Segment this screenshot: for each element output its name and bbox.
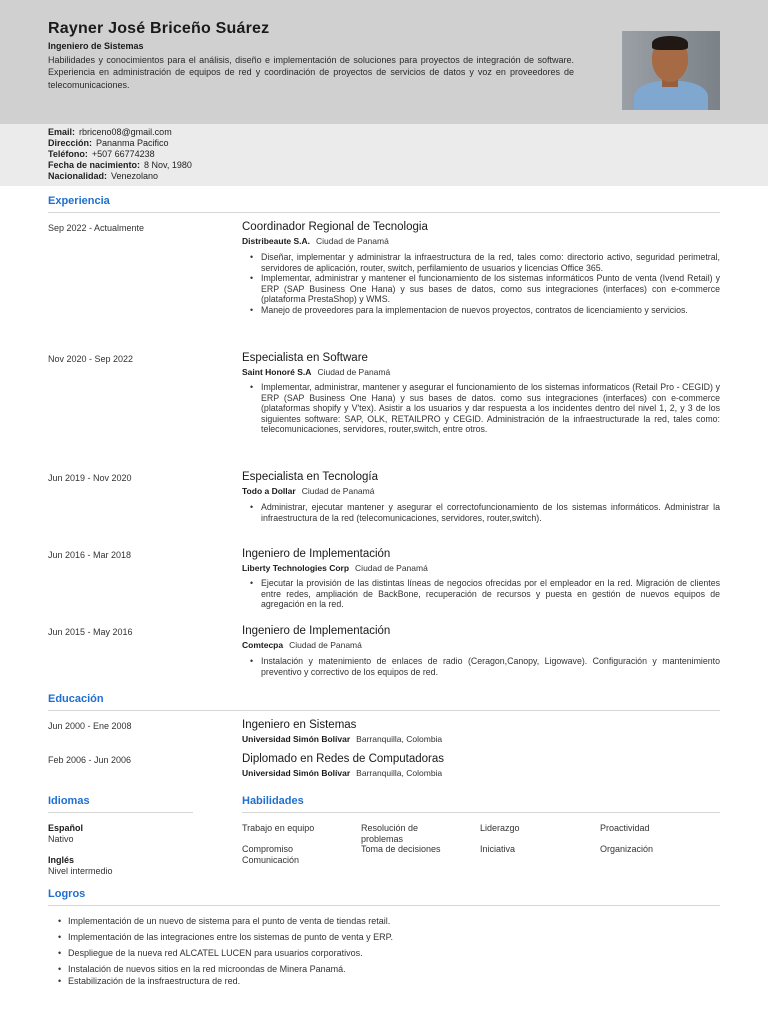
job-dates: Nov 2020 - Sep 2022: [48, 354, 134, 364]
education-title: Diplomado en Redes de Computadoras: [242, 753, 445, 765]
job-location: Ciudad de Panamá: [301, 486, 375, 496]
email-label: Email:: [48, 127, 76, 137]
contact-address: [48, 138, 169, 148]
skill-item: Resolución de problemas: [361, 823, 419, 844]
job-company: Liberty Technologies Corp: [242, 563, 350, 573]
job-location: Ciudad de Panamá: [316, 236, 389, 246]
birth-value: 8 Nov, 1980: [144, 160, 192, 170]
phone-label: Teléfono:: [48, 149, 88, 159]
job-company: Distribeaute S.A.: [242, 236, 311, 246]
header-section: [0, 0, 768, 124]
languages-divider: [48, 812, 193, 813]
job-title: Ingeniero de Implementación: [242, 625, 391, 637]
list-item: • Implementar, administrar, mantener y asegurar el funcionamiento de los sistemas informaticos (Retail Pro - CEGID) y ERP (SAP Business One Hana) y sus bases de datos. como sus integraciones (interfaces) con e-commerce (plataformas shopify y V'tex). Asistir a los usuarios y dar respuesta a los incidentes dentro del nivel 1, 2, y 3 de los siguientes software: SAP, OLK, RETAILPRO y CEGID. Administración de la infraestructurade la red, tales como: telecomunicaciones, servidores, router,switch, entre otros.: [250, 382, 720, 435]
job-dates: Jun 2015 - May 2016: [48, 627, 133, 637]
email-value: rbriceno08@gmail.com: [79, 127, 172, 137]
nationality-label: Nacionalidad:: [48, 171, 108, 181]
list-item: • Instalación y matenimiento de enlaces de radio (Ceragon,Canopy, Ligowave). Configuración y mantenimiento preventivo y correctivo de los equipos de red.: [250, 656, 720, 677]
address-label: Dirección:: [48, 138, 93, 148]
contact-nationality: [48, 171, 158, 181]
languages-heading: Idiomas: [48, 795, 90, 807]
contact-phone: [48, 149, 155, 159]
list-item: • Implementación de un nuevo de sistema para el punto de venta de tiendas retail.: [58, 916, 728, 932]
list-item: • Implementar, administrar y mantener el funcionamiento de los sistemas informáticos Punto de venta (Ivend Retail) y ERP (SAP Business One Hana) y sus bases de datos, como sus integraciones (interfaces) con e-commerce (plataforma PrestaShop) y WMS.: [250, 273, 720, 305]
education-institution: [242, 768, 442, 778]
achievements-heading: Logros: [48, 888, 86, 900]
job-employer: [242, 640, 362, 650]
achievements-divider: [48, 905, 720, 906]
job-location: Ciudad de Panamá: [289, 640, 362, 650]
list-item: • Administrar, ejecutar mantener y asegurar el correctofuncionamiento de los sistemas informáticos. Administrar la infraestructura de la red (telecomunicaciones, servidores, router,switch).: [250, 502, 720, 523]
school-name: Universidad Simón Bolívar: [242, 734, 351, 744]
job-company: Comtecpa: [242, 640, 284, 650]
job-location: Ciudad de Panamá: [317, 367, 391, 377]
skills-heading: Habilidades: [242, 795, 304, 807]
education-dates: Jun 2000 - Ene 2008: [48, 721, 132, 731]
education-title: Ingeniero en Sistemas: [242, 719, 357, 731]
contact-birthdate: [48, 160, 192, 170]
job-title: Ingeniero de Implementación: [242, 548, 391, 560]
job-title: Especialista en Software: [242, 352, 368, 364]
profile-photo: [622, 31, 720, 110]
skill-item: Organización: [600, 844, 654, 854]
job-responsibilities: [250, 382, 720, 435]
language-name: Español: [48, 823, 84, 833]
education-institution: [242, 734, 442, 744]
education-dates: Feb 2006 - Jun 2006: [48, 755, 132, 765]
address-value: Pananma Pacifico: [96, 138, 169, 148]
job-location: Ciudad de Panamá: [355, 563, 428, 573]
list-item: • Implementación de las integraciones entre los sistemas de punto de venta y ERP.: [58, 932, 728, 948]
school-location: Barranquilla, Colombia: [356, 734, 443, 744]
phone-value: +507 66774238: [91, 149, 155, 159]
school-location: Barranquilla, Colombia: [356, 768, 443, 778]
skill-item: Toma de decisiones: [361, 844, 441, 854]
skill-item: Trabajo en equipo: [242, 823, 315, 833]
job-responsibilities: [250, 502, 720, 523]
contact-section: [0, 124, 768, 186]
list-item: • Despliegue de la nueva red ALCATEL LUCEN para usuarios corporativos.: [58, 948, 728, 964]
job-responsibilities: [250, 252, 720, 316]
job-dates: Jun 2019 - Nov 2020: [48, 473, 132, 483]
list-item: • Manejo de proveedores para la implementacion de nuevos proyectos, contratos de licenciamiento y servicios.: [250, 305, 720, 316]
job-responsibilities: [250, 578, 720, 610]
contact-email: [48, 127, 172, 137]
job-title: Coordinador Regional de Tecnologia: [242, 221, 428, 233]
job-employer: [242, 236, 389, 246]
list-item: • Diseñar, implementar y administrar la infraestructura de la red, tales como: directorio activo, seguridad perimetral, servidores de aplicación, router, switch, perfilamiento de usuarios y licencias Office 365.: [250, 252, 720, 273]
school-name: Universidad Simón Bolívar: [242, 768, 351, 778]
language-name: Inglés: [48, 855, 75, 865]
education-heading: Educación: [48, 693, 104, 705]
job-employer: [242, 563, 428, 573]
skill-item: Proactividad: [600, 823, 650, 833]
skills-divider: [242, 812, 720, 813]
education-divider: [48, 710, 720, 711]
job-title: Especialista en Tecnología: [242, 471, 378, 483]
nationality-value: Venezolano: [111, 171, 159, 181]
experience-heading: Experiencia: [48, 195, 110, 207]
language-level: Nativo: [48, 834, 74, 844]
skill-item: Iniciativa: [480, 844, 516, 854]
experience-divider: [48, 212, 720, 213]
job-employer: [242, 486, 374, 496]
list-item: • Estabilización de la insfraestructura de red.: [58, 976, 728, 992]
job-employer: [242, 367, 390, 377]
job-company: Saint Honoré S.A: [242, 367, 312, 377]
candidate-name: Rayner José Briceño Suárez: [48, 20, 270, 37]
job-dates: Sep 2022 - Actualmente: [48, 223, 145, 233]
skill-item: Compromiso Comunicación: [242, 844, 300, 865]
birth-label: Fecha de nacimiento:: [48, 160, 141, 170]
candidate-role: Ingeniero de Sistemas: [48, 41, 144, 51]
list-item: • Instalación de nuevos sitios en la red microondas de Minera Panamá.: [58, 964, 728, 976]
job-dates: Jun 2016 - Mar 2018: [48, 550, 132, 560]
achievements-list: [58, 916, 728, 992]
list-item: • Ejecutar la provisión de las distintas líneas de negocios ofrecidas por el empleador en la red. Migración de clientes entre redes, ampliación de BackBone, recuperación de recursos y puesta en gestión de nuevos equipos de agregación en la red.: [250, 578, 720, 610]
language-level: Nivel intermedio: [48, 866, 113, 876]
profile-summary: Habilidades y conocimientos para el análisis, diseño e implementación de soluciones para proyectos de integración de software. Experiencia en administración de equipos de red y coordinación de proyectos de servicios de datos y voz en proveedores de telecomunicaciones.: [48, 55, 574, 90]
job-responsibilities: [250, 656, 720, 677]
job-company: Todo a Dollar: [242, 486, 296, 496]
skill-item: Liderazgo: [480, 823, 520, 833]
